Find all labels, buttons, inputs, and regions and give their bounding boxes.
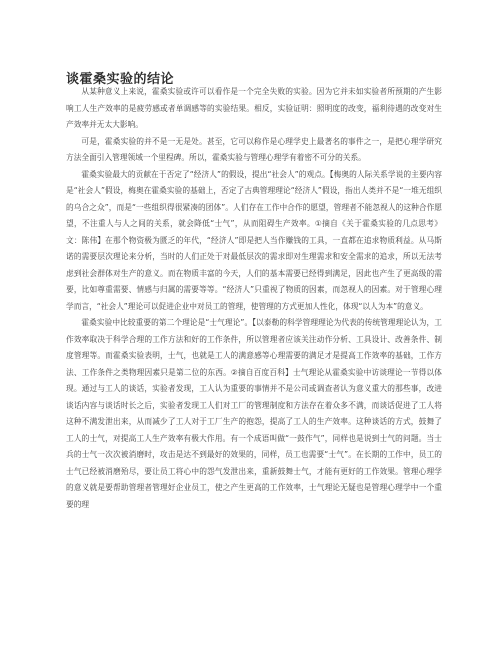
document-body bbox=[66, 84, 442, 513]
paragraph-2: 可是，霍桑实验的并不是一无是处。甚至，它可以称作是心理学史上最著名的事件之一，是把心理学研究方法全面引入管理领域一个里程碑。所以，霍桑实验与管理心理学有着密不可分的关系。 bbox=[66, 136, 442, 162]
document-title: 谈霍桑实验的结论 bbox=[66, 72, 175, 87]
paragraph-4: 霍桑实验中比较重要的第二个理论是“士气理论”。【以泰勒的科学管理理论为代表的传统管理理论认为，工作效率取决于科学合理的工作方法和好的工作条件，所以管理者应该关注动作分析、工具设计、改善条件、制度管理等。而霍桑实验表明，士气，也就是工人的满意感等心理需要的满足才是提高工作效率的基础，工作方法、工作条件之类物理因素只是第二位的东西。②摘自百度百科】士气理论从霍桑实验中访谈理论一节得以体现。通过与工人的谈话，实验者发现，工人认为重要的事情并不是公司或调查者认为意义重大的那些事，改进谈话内容与谈话时长之后，实验者发现工人们对工厂的管理制度和方法存在着众多不满，而谈话促进了工人将这种不满发泄出来，从而减少了工人对于工厂生产的抱怨，提高了工人的生产效率。这种谈话的方式，鼓舞了工人的士气，对提高工人生产效率有极大作用。有一个成语叫做“一鼓作气”，同样也是说到士气的问题。当士兵的士气一次次被消磨时，攻击是达不到最好的效果的，同样，员工也需要“士气”。在长期的工作中，员工的士气已经被消磨殆尽，要让员工将心中的怨气发泄出来，重新鼓舞士气，才能有更好的工作效果。管理心理学的意义就是要帮助管理者管理好企业员工，使之产生更高的工作效率，士气理论无疑也是管理心理学中一个重要的理 bbox=[66, 318, 442, 509]
paragraph-1: 从某种意义上来说，霍桑实验或许可以看作是一个完全失败的实验。因为它并未如实验者所预期的产生影响工人生产效率的是疲劳感或者单调感等的实验结果。相反，实验证明：照明度的改变，福利待遇的改变对生产效率并无太大影响。 bbox=[66, 87, 442, 129]
paragraph-3: 霍桑实验最大的贡献在于否定了“经济人”的假设，提出“社会人”的观点。【梅奥的人际关系学说的主要内容是“社会人”假设，梅奥在霍桑实验的基础上，否定了古典管理理论“经济人”假设，指出人类并不是“一堆无组织的乌合之众”，而是“一些组织得很紧凑的团体”。人们存在工作中合作的愿望，管理者不能忽视人的这种合作愿望，不注重人与人之间的关系，就会降低“士气”，从而阻碍生产效率。①摘自《关于霍桑实验的几点思考》文：陈伟】在那个物资极为匮乏的年代，“经济人”即是把人当作赚钱的工具，一直都在追求物质利益。从马斯诺的需要层次理论来分析，当时的人们正处于对最低层次的需求即对生理需求和安全需求的追求，所以无法考虑到社会群体对生产的意义。而在物质丰富的今天，人们的基本需要已经得到满足，因此也产生了更高级的需要，比如尊重需要、情感与归属的需要等等。“经济人”只重视了物质的因素，而忽视人的因素。对于管理心理学而言，“社会人”理论可以促进企业中对员工的管理，使管理的方式更加人性化，体现“以人为本”的意义。 bbox=[66, 169, 442, 311]
